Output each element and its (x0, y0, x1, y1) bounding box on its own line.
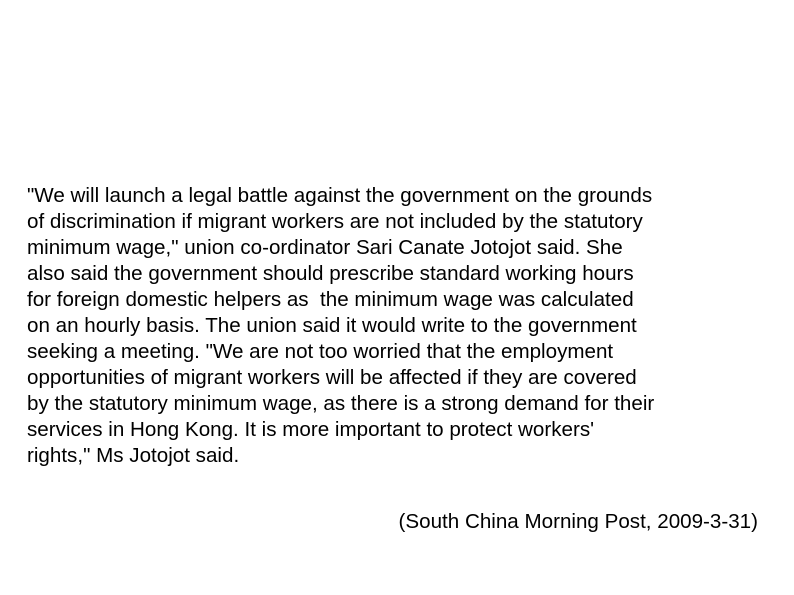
quote-line: on an hourly basis. The union said it would write to the government (27, 314, 637, 337)
quote-line: "We will launch a legal battle against the government on the grounds (27, 184, 653, 207)
quote-line: also said the government should prescribe standard working hours (27, 262, 634, 285)
quote-line: services in Hong Kong. It is more important to protect workers' (27, 418, 595, 441)
quote-line: by the statutory minimum wage, as there is a strong demand for their (27, 392, 655, 415)
quote-line: of discrimination if migrant workers are not included by the statutory (27, 210, 643, 233)
quote-line: for foreign domestic helpers as the minimum wage was calculated (27, 288, 634, 311)
quote-line: minimum wage," union co-ordinator Sari Canate Jotojot said. She (27, 236, 623, 259)
quote-line: seeking a meeting. "We are not too worried that the employment (27, 340, 614, 363)
quote-line: rights," Ms Jotojot said. (27, 444, 240, 467)
quote-line: opportunities of migrant workers will be affected if they are covered (27, 366, 637, 389)
source-citation: (South China Morning Post, 2009-3-31) (398, 510, 758, 533)
quote-paragraph (27, 183, 777, 469)
